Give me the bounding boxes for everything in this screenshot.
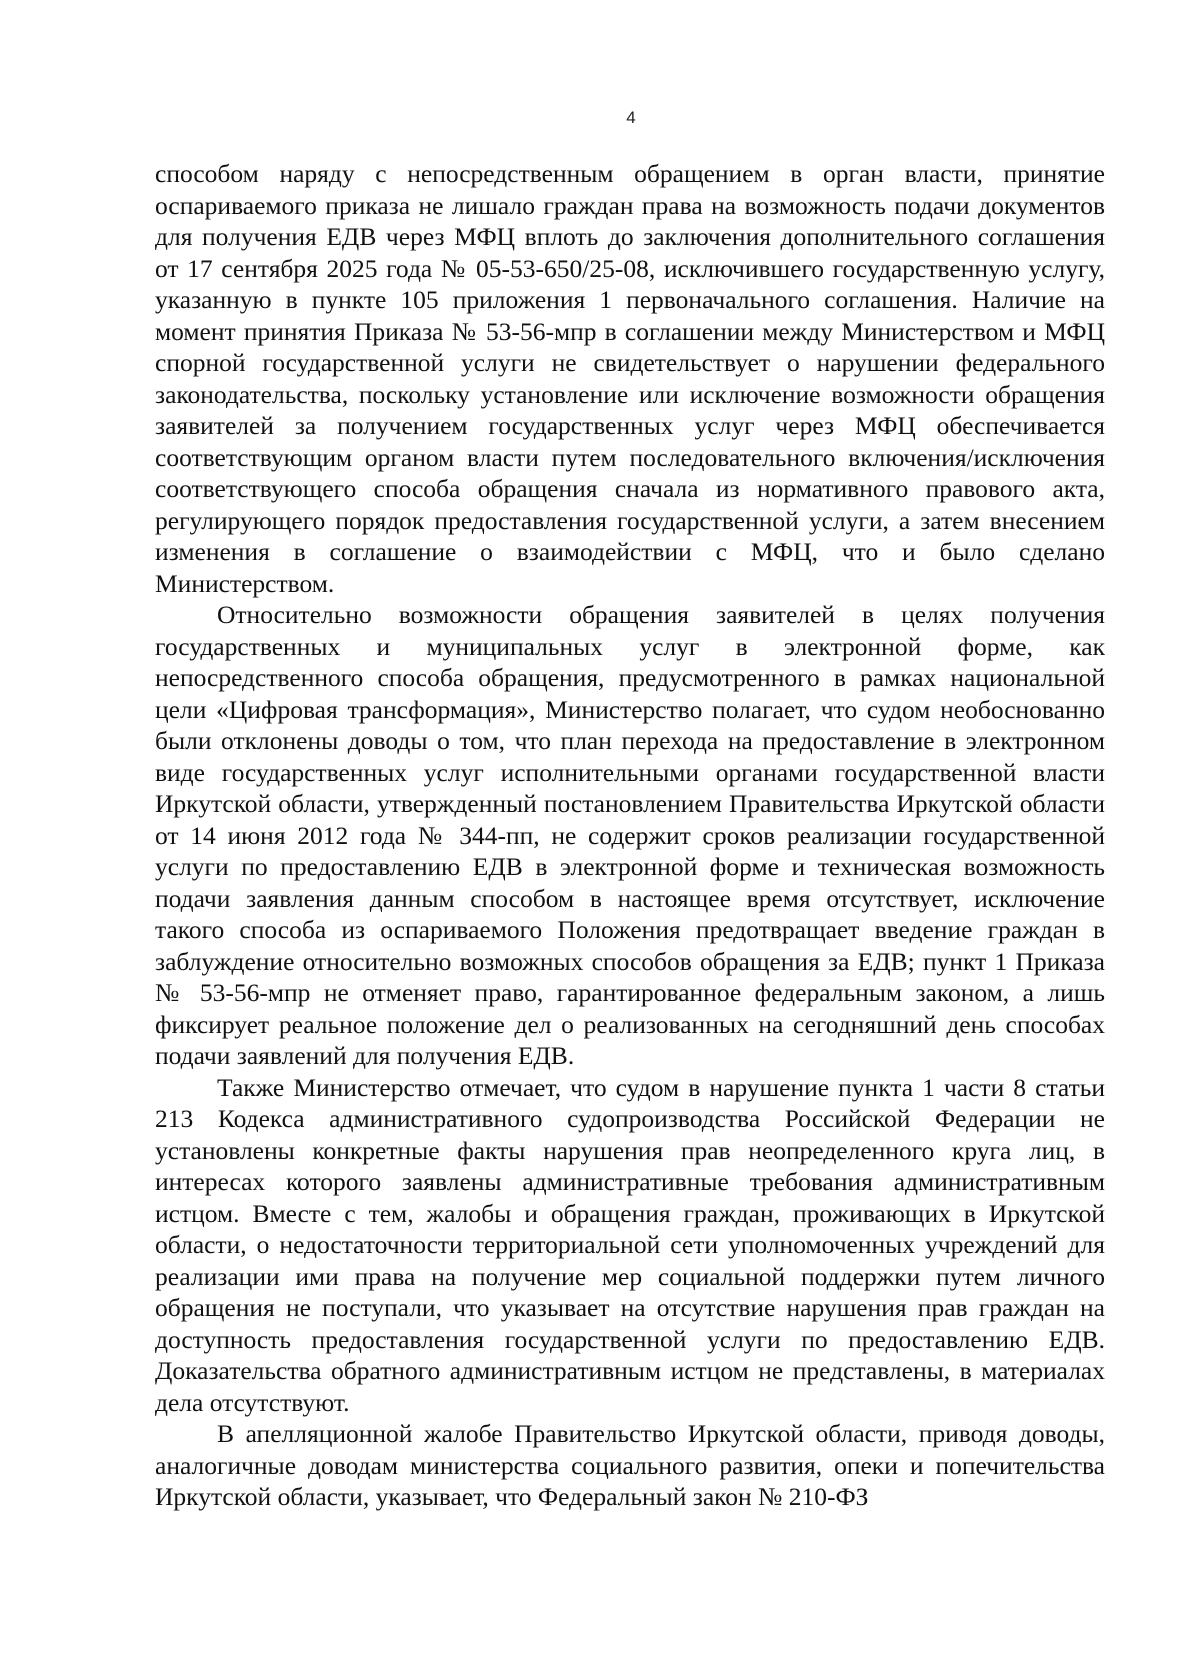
paragraph-appeal: В апелляционной жалобе Правительство Иркутской области, приводя доводы, аналогичные доводам министерства социального развития, опеки и попечительства Иркутской области, указывает, что Федеральный закон № 210-ФЗ xyxy=(155,1419,1105,1511)
paragraph-continuation: способом наряду с непосредственным обращением в орган власти, принятие оспариваемого приказа не лишало граждан права на возможность подачи документов для получения ЕДВ через МФЦ вплоть до заключения дополнительного соглашения от 17 сентября 2025 года № 05-53-650/25-08, исключившего государственную услугу, указанную в пункте 105 приложения 1 первоначального соглашения. Наличие на момент принятия Приказа № 53-56-мпр в соглашении между Министерством и МФЦ спорной государственной услуги не свидетельствует о нарушении федерального законодательства, поскольку установление или исключение возможности обращения заявителей за получением государственных услуг через МФЦ обеспечивается соответствующим органом власти путем последовательного включения/исключения соответствующего способа обращения сначала из нормативного правового акта, регулирующего порядок предоставления государственной услуги, а затем внесением изменения в соглашение о взаимодействии с МФЦ, что и было сделано Министерством. xyxy=(155,159,1105,598)
paragraph-electronic-form: Относительно возможности обращения заявителей в целях получения государственных и муниципальных услуг в электронной форме, как непосредственного способа обращения, предусмотренного в рамках национальной цели «Цифровая трансформация», Министерство полагает, что судом необоснованно были отклонены доводы о том, что план перехода на предоставление в электронном виде государственных услуг исполнительными органами государственной власти Иркутской области, утвержденный постановлением Правительства Иркутской области от 14 июня 2012 года № 344-пп, не содержит сроков реализации государственной услуги по предоставлению ЕДВ в электронной форме и техническая возможность подачи заявления данным способом в настоящее время отсутствует, исключение такого способа из оспариваемого Положения предотвращает введение граждан в заблуждение относительно возможных способов обращения за ЕДВ; пункт 1 Приказа № 53-56-мпр не отменяет право, гарантированное федеральным законом, а лишь фиксирует реальное положение дел о реализованных на сегодняшний день способах подачи заявлений для получения ЕДВ. xyxy=(155,600,1105,1070)
page-number: 4 xyxy=(626,108,636,127)
document-body xyxy=(155,158,1105,1513)
paragraph-court-violation: Также Министерство отмечает, что судом в нарушение пункта 1 части 8 статьи 213 Кодекса административного судопроизводства Российской Федерации не установлены конкретные факты нарушения прав неопределенного круга лиц, в интересах которого заявлены административные требования административным истцом. Вместе с тем, жалобы и обращения граждан, проживающих в Иркутской области, о недостаточности территориальной сети уполномоченных учреждений для реализации ими права на получение мер социальной поддержки путем личного обращения не поступали, что указывает на отсутствие нарушения прав граждан на доступность предоставления государственной услуги по предоставлению ЕДВ. Доказательства обратного административным истцом не представлены, в материалах дела отсутствуют. xyxy=(155,1072,1105,1417)
